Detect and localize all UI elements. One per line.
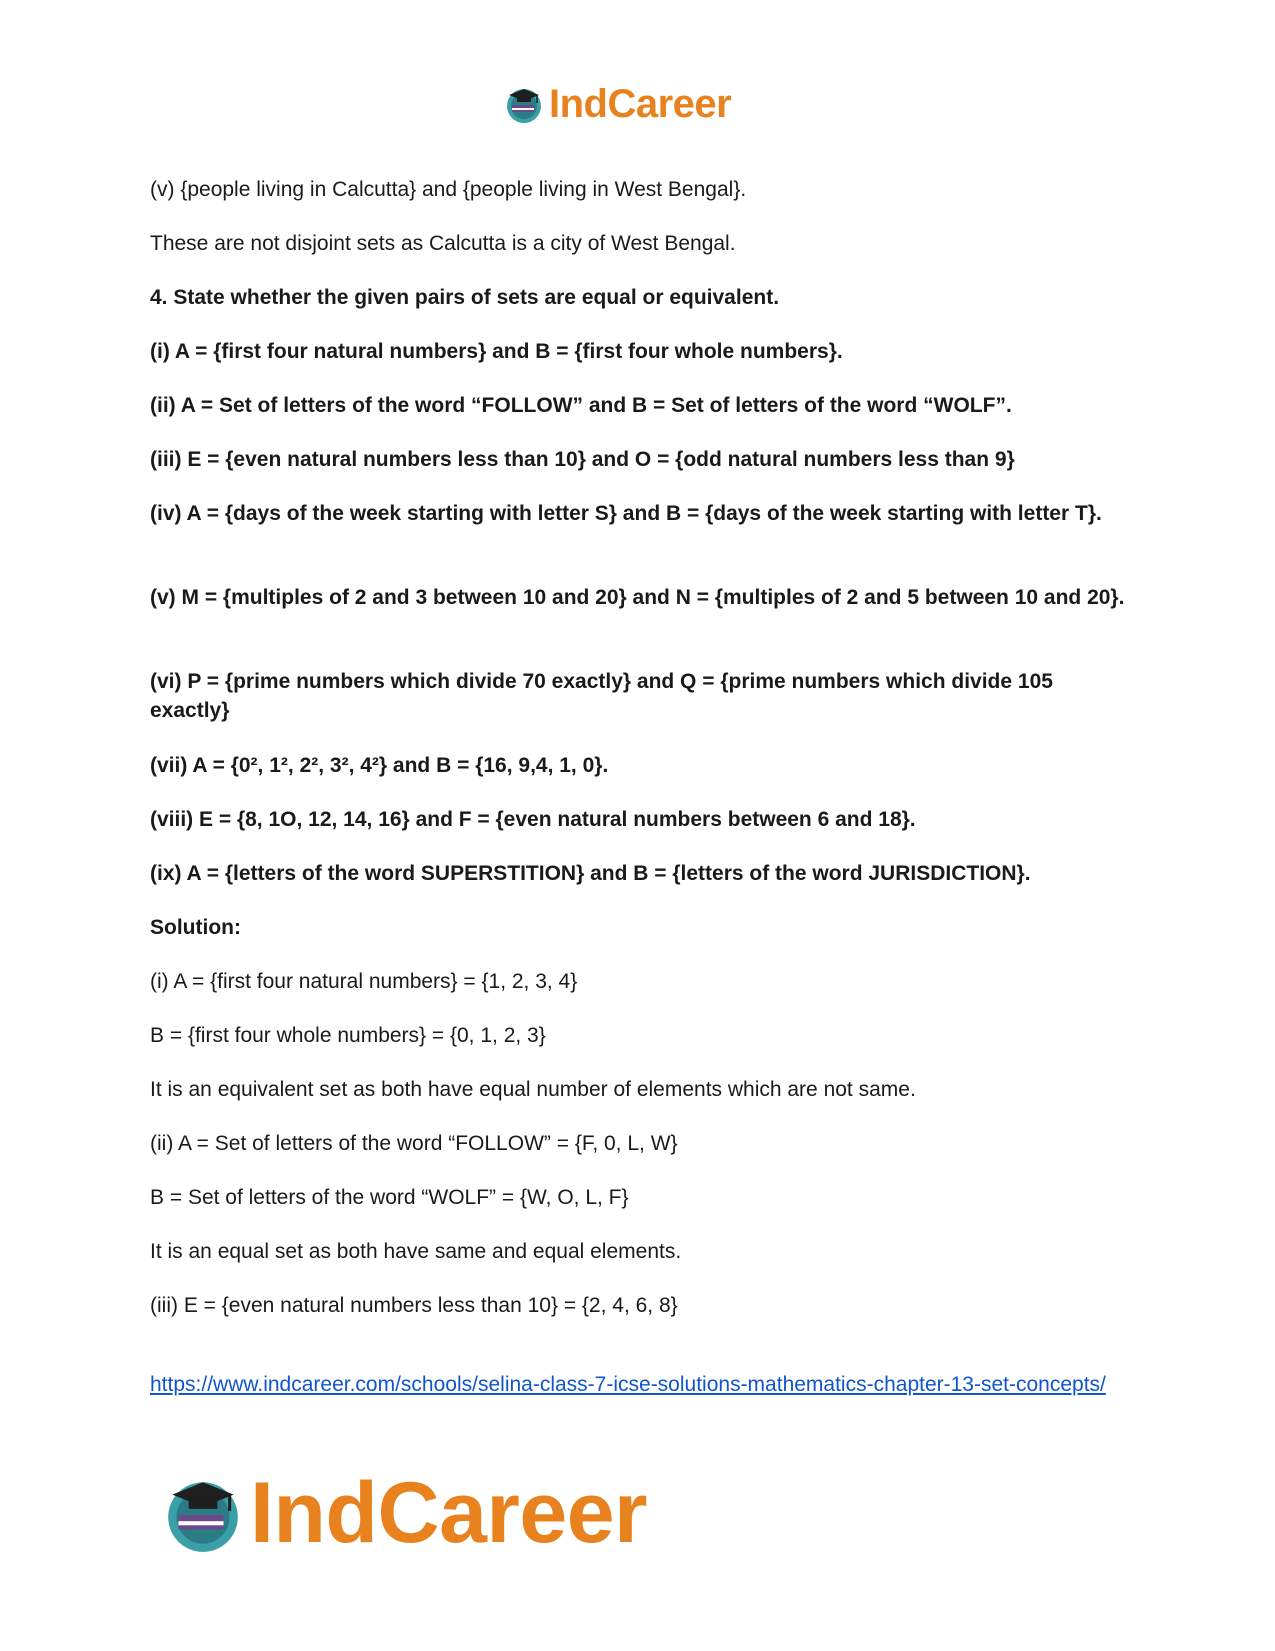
header-logo xyxy=(503,80,731,128)
paragraph-disjoint-explanation: These are not disjoint sets as Calcutta is a city of West Bengal. xyxy=(150,232,736,255)
question-4-part-v: (v) M = {multiples of 2 and 3 between 10 and 20} and N = {multiples of 2 and 5 between 10 and 20}. xyxy=(150,586,1125,609)
question-4-part-ix: (ix) A = {letters of the word SUPERSTITION} and B = {letters of the word JURISDICTION}. xyxy=(150,862,1031,885)
solution-i-conclusion: It is an equivalent set as both have equal number of elements which are not same. xyxy=(150,1078,916,1101)
question-4-part-viii: (viii) E = {8, 1O, 12, 14, 16} and F = {even natural numbers between 6 and 18}. xyxy=(150,808,916,831)
solution-iii-e: (iii) E = {even natural numbers less than 10} = {2, 4, 6, 8} xyxy=(150,1294,678,1317)
logo-emblem-icon xyxy=(503,83,545,125)
solution-i-a: (i) A = {first four natural numbers} = {1, 2, 3, 4} xyxy=(150,970,578,993)
solution-i-b: B = {first four whole numbers} = {0, 1, 2, 3} xyxy=(150,1024,546,1047)
solution-ii-b: B = Set of letters of the word “WOLF” = {W, O, L, F} xyxy=(150,1186,629,1209)
footer-brand-text: IndCareer xyxy=(250,1465,647,1561)
solution-label: Solution: xyxy=(150,916,241,939)
question-4-part-iv: (iv) A = {days of the week starting with letter S} and B = {days of the week starting with letter T}. xyxy=(150,502,1102,525)
question-4-part-ii: (ii) A = Set of letters of the word “FOLLOW” and B = Set of letters of the word “WOLF”. xyxy=(150,394,1012,417)
header-brand-text: IndCareer xyxy=(549,82,732,126)
question-4-title: 4. State whether the given pairs of sets are equal or equivalent. xyxy=(150,286,780,309)
question-4-part-iii: (iii) E = {even natural numbers less than 10} and O = {odd natural numbers less than 9} xyxy=(150,448,1015,471)
paragraph-v-calcutta: (v) {people living in Calcutta} and {people living in West Bengal}. xyxy=(150,178,747,201)
solution-ii-a: (ii) A = Set of letters of the word “FOLLOW” = {F, 0, L, W} xyxy=(150,1132,678,1155)
question-4-part-vii: (vii) A = {0², 1², 2², 3², 4²} and B = {16, 9,4, 1, 0}. xyxy=(150,754,609,777)
question-4-part-i: (i) A = {first four natural numbers} and B = {first four whole numbers}. xyxy=(150,340,843,363)
source-url-link[interactable]: https://www.indcareer.com/schools/selina-class-7-icse-solutions-mathematics-chapter-13-set-concepts/ xyxy=(150,1373,1106,1396)
footer-logo-emblem-icon xyxy=(160,1470,246,1556)
question-4-part-vi: (vi) P = {prime numbers which divide 70 exactly} and Q = {prime numbers which divide 105 exactly} xyxy=(150,670,1053,722)
solution-ii-conclusion: It is an equal set as both have same and equal elements. xyxy=(150,1240,682,1263)
footer-logo xyxy=(160,1465,647,1561)
